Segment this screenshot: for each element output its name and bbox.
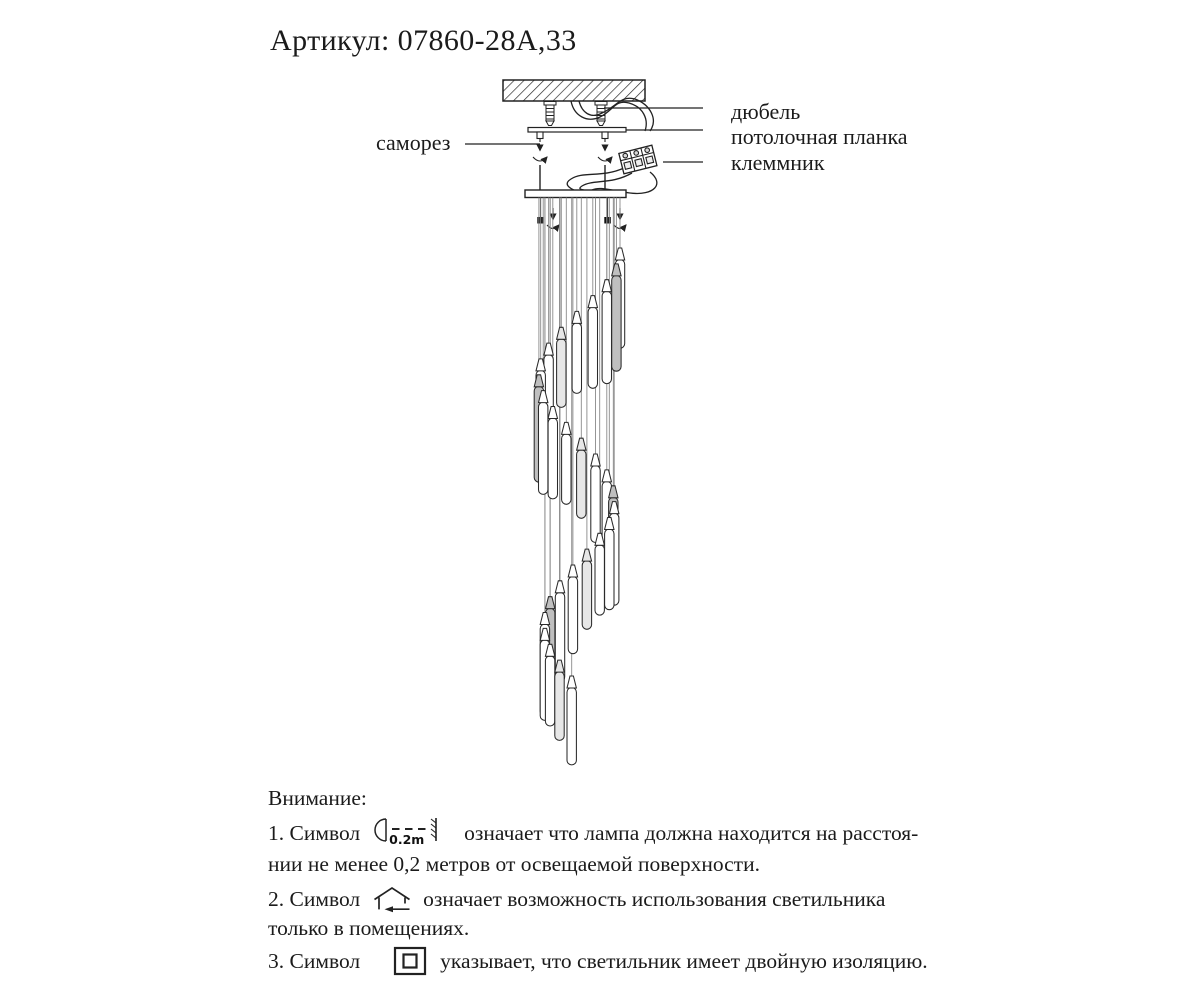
note1-line2: нии не менее 0,2 метров от освещаемой поверхности.	[268, 852, 760, 876]
note3-line	[268, 941, 928, 981]
note1-line1	[268, 812, 918, 854]
label-dyubel: дюбель	[731, 99, 801, 124]
pendant-drop	[555, 660, 564, 740]
ceiling-plate	[528, 128, 626, 133]
double-insulation-icon	[393, 946, 427, 976]
pendant-drop	[562, 422, 571, 504]
page-title: Артикул: 07860-28А,33	[270, 24, 577, 57]
pendant-drop	[545, 644, 554, 726]
mains-wires	[567, 98, 657, 193]
note2-prefix: 2. Символ	[268, 886, 361, 911]
dowel-left	[544, 102, 556, 126]
note3-suffix: указывает, что светильник имеет двойную изоляцию.	[440, 948, 928, 973]
pendant-drop	[567, 676, 576, 765]
lamp-distance-icon	[370, 815, 448, 852]
pendant-drop	[548, 407, 557, 499]
note2-line1	[268, 882, 885, 916]
label-klemmnik: клеммник	[731, 150, 825, 175]
note2-suffix: означает возможность использования светильника	[423, 886, 886, 911]
pendant-drop	[605, 518, 614, 610]
terminal-block	[619, 145, 657, 174]
ceiling-section	[503, 80, 645, 101]
pendant-drops	[534, 248, 625, 765]
pendant-drop	[595, 533, 604, 615]
pendant-drop	[539, 391, 548, 495]
pendant-drop	[568, 565, 577, 654]
canopy	[525, 190, 626, 198]
leader-lines	[465, 108, 703, 162]
pendant-drop	[602, 280, 611, 384]
label-planka: потолочная планка	[731, 124, 908, 149]
pendant-drop	[572, 311, 581, 393]
pendant-drop	[577, 438, 586, 518]
pendant-drop	[612, 264, 621, 371]
note1-prefix: 1. Символ	[268, 820, 361, 845]
pendant-drop	[588, 296, 597, 389]
note1-suffix: означает что лампа должна находится на расстоя-	[464, 820, 919, 845]
pendant-drop	[591, 454, 600, 543]
pendant-drop	[582, 549, 591, 629]
note2-line2: только в помещениях.	[268, 916, 470, 940]
notes-heading: Внимание:	[268, 786, 367, 810]
note3-prefix: 3. Символ	[268, 948, 361, 973]
distance-value: 0.2m	[389, 831, 425, 847]
house-indoor-icon	[372, 886, 412, 913]
label-samorez: саморез	[376, 130, 451, 155]
pendant-drop	[557, 327, 566, 407]
screw-left	[533, 132, 547, 191]
